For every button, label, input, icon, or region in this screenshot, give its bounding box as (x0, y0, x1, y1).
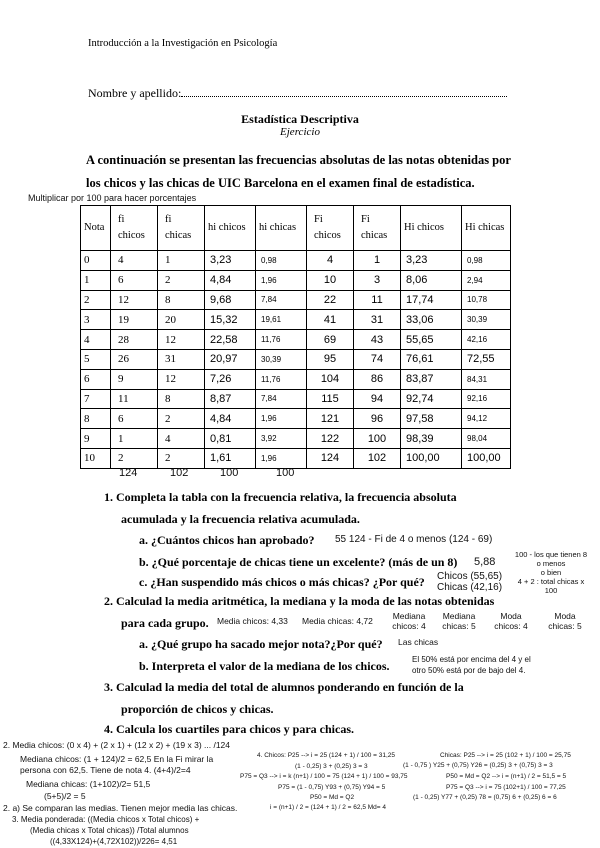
header-hi-chicas: hi chicas (256, 206, 307, 251)
cell-fi-chicos: 12 (111, 290, 158, 310)
table-row (81, 349, 511, 369)
cell-fi-chicas: 31 (354, 310, 401, 330)
cell-hi-chicos: 1,61 (205, 448, 256, 468)
note-mid-2: (1 - 0,25) 3 + (0,25) 3 = 3 (295, 763, 368, 770)
header-Hi-chicas: Hi chicas (462, 206, 511, 251)
cell-fi-chicos: 9 (111, 369, 158, 389)
cell-hi-chicas: 98,04 (462, 429, 511, 449)
header-fi-chicas-l1: fi (165, 214, 172, 225)
cell-hi-chicos: 3,23 (401, 251, 462, 271)
cell-nota: 2 (81, 290, 111, 310)
cell-hi-chicas: 10,78 (462, 290, 511, 310)
table-row (81, 310, 511, 330)
cell-nota: 3 (81, 310, 111, 330)
cell-fi-chicos: 41 (307, 310, 354, 330)
cell-fi-chicas: 86 (354, 369, 401, 389)
cell-fi-chicos: 6 (111, 270, 158, 290)
answer-2-media-chicos: Media chicos: 4,33 (217, 616, 288, 626)
note-right-4: P75 = Q3 --> i = 75 (102+1) / 100 = 77,25 (446, 784, 566, 791)
note-left-6: 2. a) Se comparan las medias. Tienen mejor media las chicas. (3, 803, 238, 813)
answer-1b: 5,88 (474, 556, 496, 568)
cell-hi-chicos: 22,58 (205, 330, 256, 350)
note-left-4: Mediana chicas: (1+102)/2= 51,5 (26, 779, 151, 789)
answer-1b-note-1: 100 - los que tienen 8 (514, 550, 588, 559)
cell-hi-chicos: 98,39 (401, 429, 462, 449)
note-mid-4: P75 = (1 - 0,75) Y93 + (0,75) Y94 = 5 (278, 784, 386, 791)
cell-fi-chicos: 121 (307, 409, 354, 429)
note-right-1: Chicas: P25 --> i = 25 (102 + 1) / 100 = 25,75 (440, 752, 571, 759)
cell-fi-chicos: 69 (307, 330, 354, 350)
total-fi-chicas: 102 (170, 467, 189, 479)
cell-fi-chicos: 104 (307, 369, 354, 389)
cell-hi-chicos: 33,06 (401, 310, 462, 330)
cell-fi-chicas: 31 (158, 349, 205, 369)
cell-fi-chicos: 122 (307, 429, 354, 449)
note-left-2: Mediana chicos: (1 + 124)/2 = 62,5 En la Fi mirar la (20, 754, 214, 764)
note-left-3: persona con 62,5. Tiene de nota 4. (4+4)/2=4 (20, 765, 191, 775)
total-hi-chicos: 100 (220, 467, 239, 479)
table-header-row (81, 206, 511, 251)
cell-hi-chicas: 30,39 (462, 310, 511, 330)
cell-fi-chicas: 2 (158, 270, 205, 290)
answer-2b (412, 654, 531, 676)
cell-fi-chicos: 11 (111, 389, 158, 409)
cell-hi-chicos: 8,87 (205, 389, 256, 409)
answer-1c (437, 571, 502, 593)
note-left-9: ((4,33X124)+(4,72X102))/226= 4,51 (50, 837, 178, 846)
table-row (81, 448, 511, 468)
cell-hi-chicos: 92,74 (401, 389, 462, 409)
table-row (81, 409, 511, 429)
cell-fi-chicas: 1 (158, 251, 205, 271)
header-hi-chicos: hi chicos (205, 206, 256, 251)
cell-fi-chicas: 8 (158, 389, 205, 409)
header-nota: Nota (81, 206, 111, 251)
note-left-7: 3. Media ponderada: ((Media chicos x Total chicos) + (12, 815, 200, 824)
answer-2-moda-chicas (542, 611, 588, 631)
cell-hi-chicas: 0,98 (462, 251, 511, 271)
cell-hi-chicas: 94,12 (462, 409, 511, 429)
note-left-5: (5+5)/2 = 5 (44, 791, 86, 801)
answer-1b-note (505, 550, 597, 595)
cell-fi-chicos: 95 (307, 349, 354, 369)
cell-hi-chicos: 100,00 (401, 448, 462, 468)
note-right-3: P50 = Md = Q2 --> i = (n+1) / 2 = 51,5 = 5 (446, 773, 567, 780)
cell-hi-chicos: 83,87 (401, 369, 462, 389)
cell-hi-chicos: 4,84 (205, 270, 256, 290)
note-mid-5: P50 = Md = Q2 (310, 794, 355, 801)
cell-fi-chicas: 12 (158, 369, 205, 389)
cell-nota: 9 (81, 429, 111, 449)
cell-fi-chicos: 28 (111, 330, 158, 350)
cell-fi-chicas: 20 (158, 310, 205, 330)
note-right-5: (1 - 0,25) Y77 + (0,25) 78 = (0,75) 6 + (0,25) 6 = 6 (413, 794, 557, 801)
answer-2-mediana-chicas-l1: Mediana (442, 611, 476, 621)
cell-hi-chicos: 15,32 (205, 310, 256, 330)
cell-hi-chicas: 42,16 (462, 330, 511, 350)
note-left-8: (Media chicas x Total chicas)) /Total alumnos (30, 826, 189, 835)
answer-2-media-chicas: Media chicas: 4,72 (302, 616, 373, 626)
cell-fi-chicos: 115 (307, 389, 354, 409)
table-body (81, 251, 511, 469)
header-Fi-chicos (307, 206, 354, 251)
cell-fi-chicas: 2 (158, 409, 205, 429)
note-mid-1: 4. Chicos: P25 --> i = 25 (124 + 1) / 100 = 31,25 (257, 752, 396, 759)
cell-hi-chicas: 1,96 (256, 448, 307, 468)
cell-hi-chicos: 9,68 (205, 290, 256, 310)
header-fi-chicas (158, 206, 205, 251)
header-fi-chicas-l2: chicas (165, 230, 192, 241)
cell-hi-chicas: 100,00 (462, 448, 511, 468)
page-subtitle: Ejercicio (280, 126, 320, 138)
table-row (81, 290, 511, 310)
answer-2-moda-chicas-l1: Moda (554, 611, 576, 621)
answer-2-mediana-chicos-l1: Mediana (392, 611, 426, 621)
answer-1b-note-3: o bien (540, 568, 562, 577)
note-mid-6: i = (n+1) / 2 = (124 + 1) / 2 = 62,5 Md= 4 (270, 804, 386, 811)
note-multiplicar: Multiplicar por 100 para hacer porcentajes (28, 193, 197, 203)
note-left-1: 2. Media chicos: (0 x 4) + (2 x 1) + (12 x 2) + (19 x 3) ... /124 (3, 740, 231, 750)
cell-hi-chicos: 0,81 (205, 429, 256, 449)
question-1-line-1: 1. Completa la tabla con la frecuencia relativa, la frecuencia absoluta (104, 490, 457, 504)
table-row (81, 369, 511, 389)
header-fi-chicos (111, 206, 158, 251)
cell-fi-chicos: 6 (111, 409, 158, 429)
table-row (81, 270, 511, 290)
cell-hi-chicas: 2,94 (462, 270, 511, 290)
question-3-line-1: 3. Calculad la media del total de alumnos ponderando en función de la (104, 680, 464, 694)
cell-nota: 0 (81, 251, 111, 271)
cell-hi-chicos: 76,61 (401, 349, 462, 369)
cell-hi-chicos: 4,84 (205, 409, 256, 429)
question-1c: c. ¿Han suspendido más chicos o más chicas? ¿Por qué? (139, 575, 425, 589)
cell-hi-chicas: 30,39 (256, 349, 307, 369)
cell-fi-chicas: 74 (354, 349, 401, 369)
answer-1c-line-2: Chicas (42,16) (437, 582, 503, 593)
question-1a: a. ¿Cuántos chicos han aprobado? (139, 533, 315, 547)
answer-2a: Las chicas (398, 637, 439, 647)
cell-hi-chicas: 1,96 (256, 270, 307, 290)
cell-fi-chicas: 94 (354, 389, 401, 409)
name-dotted-line (181, 86, 507, 97)
course-header: Introducción a la Investigación en Psicología (88, 38, 278, 49)
answer-2b-line-2: otro 50% está por de bajo del 4. (412, 666, 526, 675)
header-Fi-chicas-l2: chicas (361, 230, 388, 241)
cell-fi-chicas: 96 (354, 409, 401, 429)
cell-hi-chicas: 19,61 (256, 310, 307, 330)
cell-nota: 4 (81, 330, 111, 350)
question-2-line-2: para cada grupo. (121, 616, 209, 630)
note-right-2: (1 - 0,75 ) Y25 + (0,75) Y26 = (0,25) 3 + (0,75) 3 = 3 (403, 762, 553, 769)
answer-2-mediana-chicas (436, 611, 482, 631)
cell-fi-chicas: 8 (158, 290, 205, 310)
cell-hi-chicos: 97,58 (401, 409, 462, 429)
intro-line-2: los chicos y las chicas de UIC Barcelona en el examen final de estadística. (86, 176, 475, 190)
cell-fi-chicas: 3 (354, 270, 401, 290)
answer-1b-note-5: 100 (544, 586, 558, 595)
answer-1b-note-2: o menos (536, 559, 566, 568)
cell-hi-chicas: 11,76 (256, 330, 307, 350)
answer-2-moda-chicos-l1: Moda (500, 611, 522, 621)
header-fi-chicos-l1: fi (118, 214, 125, 225)
cell-fi-chicos: 10 (307, 270, 354, 290)
answer-1b-note-4: 4 + 2 : total chicas x (517, 577, 585, 586)
cell-hi-chicos: 55,65 (401, 330, 462, 350)
table-row (81, 389, 511, 409)
cell-hi-chicas: 11,76 (256, 369, 307, 389)
page-title: Estadística Descriptiva (241, 112, 359, 126)
question-2b: b. Interpreta el valor de la mediana de los chicos. (139, 659, 390, 673)
cell-fi-chicos: 4 (307, 251, 354, 271)
header-Fi-chicos-l1: Fi (314, 214, 323, 225)
question-3-line-2: proporción de chicos y chicas. (121, 702, 274, 716)
header-Fi-chicas (354, 206, 401, 251)
answer-2-mediana-chicas-l2: chicas: 5 (442, 621, 476, 631)
cell-nota: 8 (81, 409, 111, 429)
cell-fi-chicas: 12 (158, 330, 205, 350)
cell-hi-chicas: 92,16 (462, 389, 511, 409)
table-row (81, 330, 511, 350)
cell-fi-chicos: 22 (307, 290, 354, 310)
cell-hi-chicas: 72,55 (462, 349, 511, 369)
answer-2-moda-chicas-l2: chicas: 5 (548, 621, 582, 631)
cell-fi-chicas: 43 (354, 330, 401, 350)
cell-hi-chicas: 0,98 (256, 251, 307, 271)
cell-fi-chicos: 19 (111, 310, 158, 330)
question-4: 4. Calcula los cuartiles para chicos y para chicas. (104, 722, 354, 736)
total-fi-chicos: 124 (119, 467, 138, 479)
cell-fi-chicos: 4 (111, 251, 158, 271)
cell-fi-chicos: 1 (111, 429, 158, 449)
cell-fi-chicas: 100 (354, 429, 401, 449)
cell-fi-chicas: 11 (354, 290, 401, 310)
header-Fi-chicos-l2: chicos (314, 230, 341, 241)
answer-2b-line-1: El 50% está por encima del 4 y el (412, 655, 531, 664)
header-fi-chicos-l2: chicos (118, 230, 145, 241)
cell-hi-chicos: 3,23 (205, 251, 256, 271)
cell-nota: 5 (81, 349, 111, 369)
cell-hi-chicas: 7,84 (256, 290, 307, 310)
cell-hi-chicas: 7,84 (256, 389, 307, 409)
cell-hi-chicos: 8,06 (401, 270, 462, 290)
cell-fi-chicos: 26 (111, 349, 158, 369)
note-mid-3: P75 = Q3 --> i = k (n+1) / 100 = 75 (124 + 1) / 100 = 93,75 (240, 773, 408, 780)
answer-2-mediana-chicos-l2: chicos: 4 (392, 621, 426, 631)
cell-fi-chicas: 2 (158, 448, 205, 468)
answer-2-mediana-chicos (386, 611, 432, 631)
question-1b: b. ¿Qué porcentaje de chicas tiene un excelente? (más de un 8) (139, 555, 458, 569)
cell-hi-chicas: 1,96 (256, 409, 307, 429)
cell-hi-chicas: 84,31 (462, 369, 511, 389)
cell-fi-chicas: 102 (354, 448, 401, 468)
answer-1c-line-1: Chicos (55,65) (437, 571, 503, 582)
cell-nota: 10 (81, 448, 111, 468)
cell-fi-chicas: 4 (158, 429, 205, 449)
answer-1a: 55 124 - Fi de 4 o menos (124 - 69) (335, 534, 493, 545)
table-row (81, 429, 511, 449)
question-1-line-2: acumulada y la frecuencia relativa acumulada. (121, 512, 360, 526)
intro-line-1: A continuación se presentan las frecuencias absolutas de las notas obtenidas por (86, 153, 511, 167)
cell-nota: 7 (81, 389, 111, 409)
header-Fi-chicas-l1: Fi (361, 214, 370, 225)
cell-hi-chicos: 17,74 (401, 290, 462, 310)
name-label: Nombre y apellido: (88, 86, 182, 100)
header-Hi-chicos: Hi chicos (401, 206, 462, 251)
frequency-table (80, 205, 511, 469)
cell-hi-chicos: 7,26 (205, 369, 256, 389)
cell-nota: 1 (81, 270, 111, 290)
name-field-row (88, 86, 507, 101)
answer-2-moda-chicos-l2: chicos: 4 (494, 621, 528, 631)
cell-fi-chicas: 1 (354, 251, 401, 271)
total-hi-chicas: 100 (276, 467, 295, 479)
cell-fi-chicos: 2 (111, 448, 158, 468)
question-2-line-1: 2. Calculad la media aritmética, la mediana y la moda de las notas obtenidas (104, 594, 495, 608)
answer-2-moda-chicos (488, 611, 534, 631)
cell-fi-chicos: 124 (307, 448, 354, 468)
cell-hi-chicas: 3,92 (256, 429, 307, 449)
cell-hi-chicos: 20,97 (205, 349, 256, 369)
question-2a: a. ¿Qué grupo ha sacado mejor nota?¿Por qué? (139, 637, 383, 651)
cell-nota: 6 (81, 369, 111, 389)
table-row (81, 251, 511, 271)
